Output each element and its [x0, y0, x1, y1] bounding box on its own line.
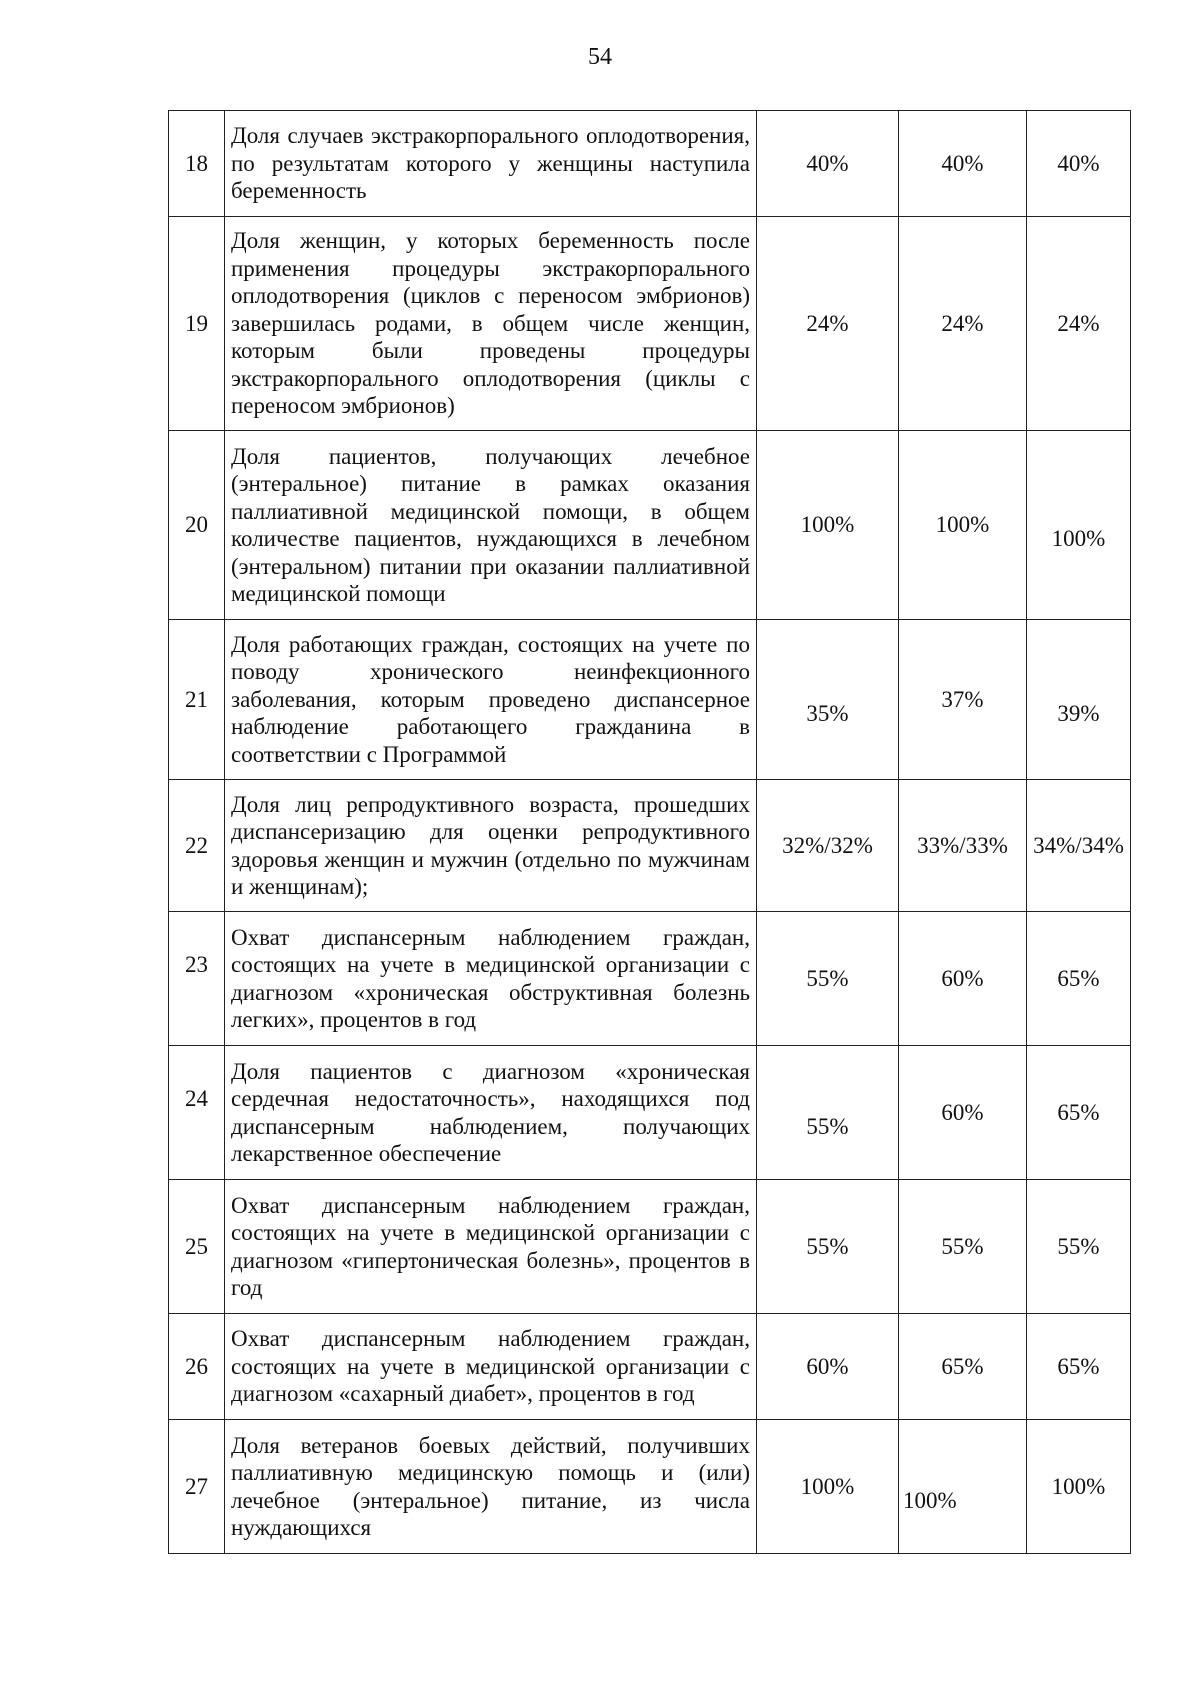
- indicator-description: Охват диспансерным наблюдением граждан, состоящих на учете в медицинской организации с диагнозом «хроническая обструктивная болезнь легких», процентов в год: [225, 912, 757, 1046]
- row-number: 27: [169, 1420, 225, 1554]
- value-year-3: 34%/34%: [1027, 780, 1131, 912]
- value-year-3: 65%: [1027, 912, 1131, 1046]
- value-year-1: 60%: [757, 1314, 899, 1420]
- value-year-1: 55%: [757, 912, 899, 1046]
- value-year-3: 55%: [1027, 1180, 1131, 1314]
- value-year-3: 39%: [1057, 700, 1100, 726]
- row-number: 23: [185, 951, 208, 977]
- page-number: 54: [588, 44, 612, 70]
- indicator-description: Доля лиц репродуктивного возраста, прошедших диспансеризацию для оценки репродуктивного здоровья женщин и мужчин (отдельно по мужчинам и женщинам);: [225, 780, 757, 912]
- value-year-3: 100%: [1027, 1420, 1131, 1554]
- value-year-3: 40%: [1027, 111, 1131, 217]
- table-row: [169, 217, 1131, 431]
- row-number: 19: [169, 217, 225, 431]
- table-row: [169, 912, 1131, 1046]
- value-year-2: 33%/33%: [899, 780, 1027, 912]
- indicators-table: [168, 110, 1131, 1554]
- value-year-1: 55%: [806, 1113, 849, 1139]
- table-row: [169, 780, 1131, 912]
- value-year-2: 24%: [899, 217, 1027, 431]
- value-year-3: 24%: [1027, 217, 1131, 431]
- table-row: [169, 431, 1131, 620]
- row-number: 26: [169, 1314, 225, 1420]
- indicator-description: Доля женщин, у которых беременность после применения процедуры экстракорпорального оплодотворения (циклов с переносом эмбрионов) завершилась родами, в общем числе женщин, которым были проведены процедуры экстракорпорального оплодотворения (циклы с переносом эмбрионов): [225, 217, 757, 431]
- value-year-1: 35%: [806, 700, 849, 726]
- indicator-description: Охват диспансерным наблюдением граждан, состоящих на учете в медицинской организации с диагнозом «гипертоническая болезнь», процентов в год: [225, 1180, 757, 1314]
- indicator-description: Доля пациентов, получающих лечебное (энтеральное) питание в рамках оказания паллиативной медицинской помощи, в общем количестве пациентов, нуждающихся в лечебном (энтеральном) питании при оказании паллиативной медицинской помощи: [225, 431, 757, 620]
- value-year-3: 65%: [1027, 1314, 1131, 1420]
- table-row: [169, 1046, 1131, 1180]
- table-row: [169, 620, 1131, 780]
- value-year-2: 100%: [899, 431, 1027, 620]
- value-year-2: 60%: [899, 912, 1027, 1046]
- table-row: [169, 1314, 1131, 1420]
- row-number: 21: [169, 620, 225, 780]
- value-year-2: 40%: [899, 111, 1027, 217]
- value-year-1: 24%: [757, 217, 899, 431]
- value-year-2: 65%: [899, 1314, 1027, 1420]
- row-number: 24: [185, 1085, 208, 1111]
- value-year-2: 100%: [903, 1487, 957, 1513]
- value-year-1: 32%/32%: [757, 780, 899, 912]
- value-year-1: 100%: [757, 431, 899, 620]
- indicator-description: Доля случаев экстракорпорального оплодотворения, по результатам которого у женщины наступила беременность: [225, 111, 757, 217]
- row-number: 25: [169, 1180, 225, 1314]
- value-year-1: 55%: [757, 1180, 899, 1314]
- table-row: [169, 1420, 1131, 1554]
- value-year-1: 100%: [757, 1420, 899, 1554]
- indicator-description: Доля ветеранов боевых действий, получивших паллиативную медицинскую помощь и (или) лечебное (энтеральное) питание, из числа нуждающихся: [225, 1420, 757, 1554]
- row-number: 20: [169, 431, 225, 620]
- table-row: [169, 111, 1131, 217]
- indicator-description: Доля работающих граждан, состоящих на учете по поводу хронического неинфекционного заболевания, которым проведено диспансерное наблюдение работающего гражданина в соответствии с Программой: [225, 620, 757, 780]
- indicator-description: Доля пациентов с диагнозом «хроническая сердечная недостаточность», находящихся под диспансерным наблюдением, получающих лекарственное обеспечение: [225, 1046, 757, 1180]
- value-year-2: 37%: [899, 620, 1027, 780]
- value-year-2: 55%: [899, 1180, 1027, 1314]
- row-number: 22: [169, 780, 225, 912]
- value-year-3: 100%: [1051, 526, 1106, 552]
- row-number: 18: [169, 111, 225, 217]
- value-year-1: 40%: [757, 111, 899, 217]
- table-row: [169, 1180, 1131, 1314]
- indicator-description: Охват диспансерным наблюдением граждан, состоящих на учете в медицинской организации с диагнозом «сахарный диабет», процентов в год: [225, 1314, 757, 1420]
- value-year-2: 60%: [899, 1046, 1027, 1180]
- value-year-3: 65%: [1027, 1046, 1131, 1180]
